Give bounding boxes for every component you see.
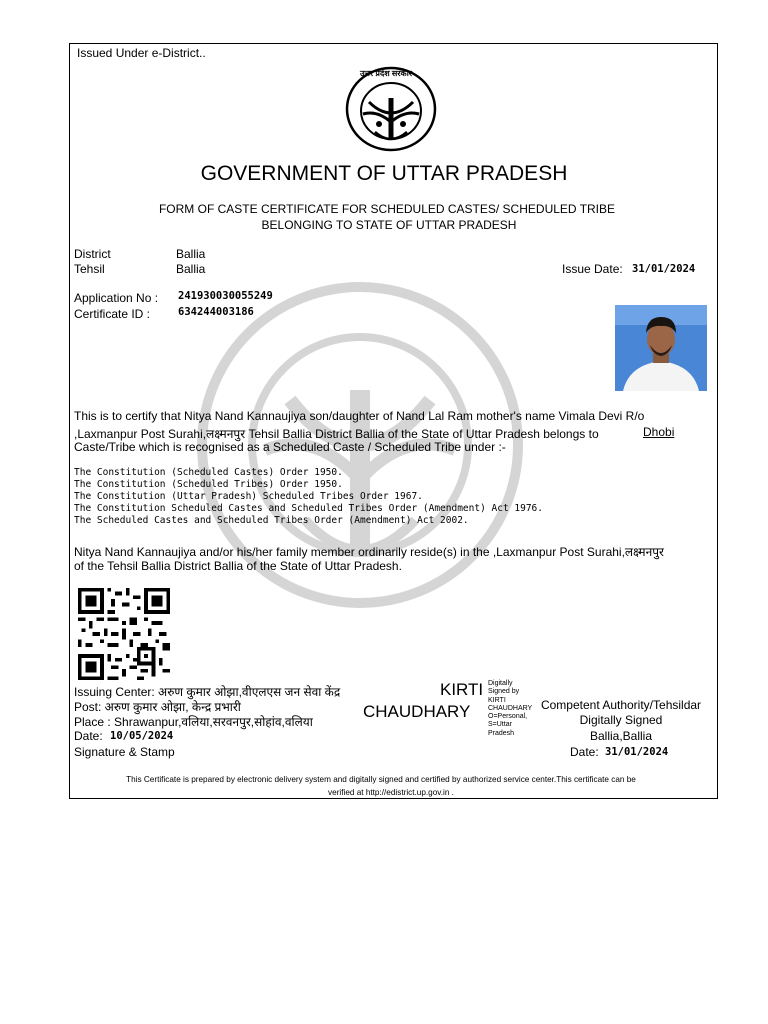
order-item: The Constitution (Uttar Pradesh) Scheduled Tribes Order 1967. [74, 491, 423, 502]
certify-line1: This is to certify that Nitya Nand Kannaujiya son/daughter of Nand Lal Ram mother's name Vimala Devi R/o [74, 409, 645, 423]
footer-note-line1: This Certificate is prepared by electronic delivery system and digitally signed and certified by authorized service center.This certificate can be [126, 775, 636, 784]
authority-line2: Digitally Signed [579, 713, 663, 727]
certificate-subtitle-line1: FORM OF CASTE CERTIFICATE FOR SCHEDULED CASTES/ SCHEDULED TRIBE [158, 202, 616, 216]
applicant-photo [615, 305, 707, 391]
certificate-subtitle-line2: BELONGING TO STATE OF UTTAR PRADESH [261, 218, 517, 232]
issuing-place: Place : Shrawanpur,वलिया,सरवनपुर,सोहांव,वलिया [74, 715, 313, 729]
emblem-text: उत्तर प्रदेश सरकार [360, 69, 413, 78]
reside-line1: Nitya Nand Kannaujiya and/or his/her family member ordinarily reside(s) in the ,Laxmanpur Post Surahi,लक्ष्मनपुर [74, 545, 664, 559]
digital-signature-block: Digitally Signed by KIRTI CHAUDHARY O=Personal, S=Uttar Pradesh [488, 680, 533, 737]
reside-line2: of the Tehsil Ballia District Ballia of the State of Uttar Pradesh. [74, 559, 402, 573]
authority-line3: Ballia,Ballia [589, 729, 653, 743]
issuing-date-value: 10/05/2024 [110, 730, 174, 742]
signature-stamp-label: Signature & Stamp [74, 745, 175, 759]
issuing-post: Post: अरुण कुमार ओझा, केन्द्र प्रभारी [74, 700, 241, 714]
order-item: The Constitution Scheduled Castes and Scheduled Tribes Order (Amendment) Act 1976. [74, 503, 543, 514]
authority-date-label: Date: [570, 745, 599, 759]
caste-value: Dhobi [643, 425, 675, 439]
signer-name-line2: CHAUDHARY [363, 702, 471, 721]
issued-under-text: Issued Under e-District.. [77, 46, 206, 60]
issuing-center: Issuing Center: अरुण कुमार ओझा,वीएलएस जन सेवा केंद्र [74, 685, 341, 699]
issue-date-label: Issue Date: [562, 262, 623, 276]
tehsil-label: Tehsil [74, 262, 105, 276]
order-item: The Scheduled Castes and Scheduled Tribes Order (Amendment) Act 2002. [74, 515, 469, 526]
order-item: The Constitution (Scheduled Tribes) Order 1950. [74, 479, 343, 490]
district-value: Ballia [176, 247, 206, 261]
district-label: District [74, 247, 111, 261]
footer-note-line2: verified at http://edistrict.up.gov.in . [328, 788, 454, 797]
signer-name-line1: KIRTI [440, 680, 484, 699]
tehsil-value: Ballia [176, 262, 206, 276]
certificate-id-label: Certificate ID : [74, 307, 151, 321]
issue-date-value: 31/01/2024 [632, 263, 696, 275]
application-value: 241930030055249 [178, 290, 273, 302]
certify-line2: ,Laxmanpur Post Surahi,लक्ष्मनपुर Tehsil Ballia District Ballia of the State of Uttar Pradesh belongs to [74, 427, 599, 441]
authority-line1: Competent Authority/Tehsildar [540, 698, 702, 712]
page-title: GOVERNMENT OF UTTAR PRADESH [200, 162, 568, 185]
application-label: Application No : [74, 291, 159, 305]
issuing-date-label: Date: [74, 729, 103, 743]
order-item: The Constitution (Scheduled Castes) Order 1950. [74, 467, 343, 478]
verification-qr-code[interactable] [76, 588, 172, 680]
certificate-id-value: 634244003186 [178, 306, 254, 318]
authority-date-value: 31/01/2024 [605, 746, 669, 758]
certify-line3: Caste/Tribe which is recognised as a Scheduled Caste / Scheduled Tribe under :- [74, 440, 506, 454]
